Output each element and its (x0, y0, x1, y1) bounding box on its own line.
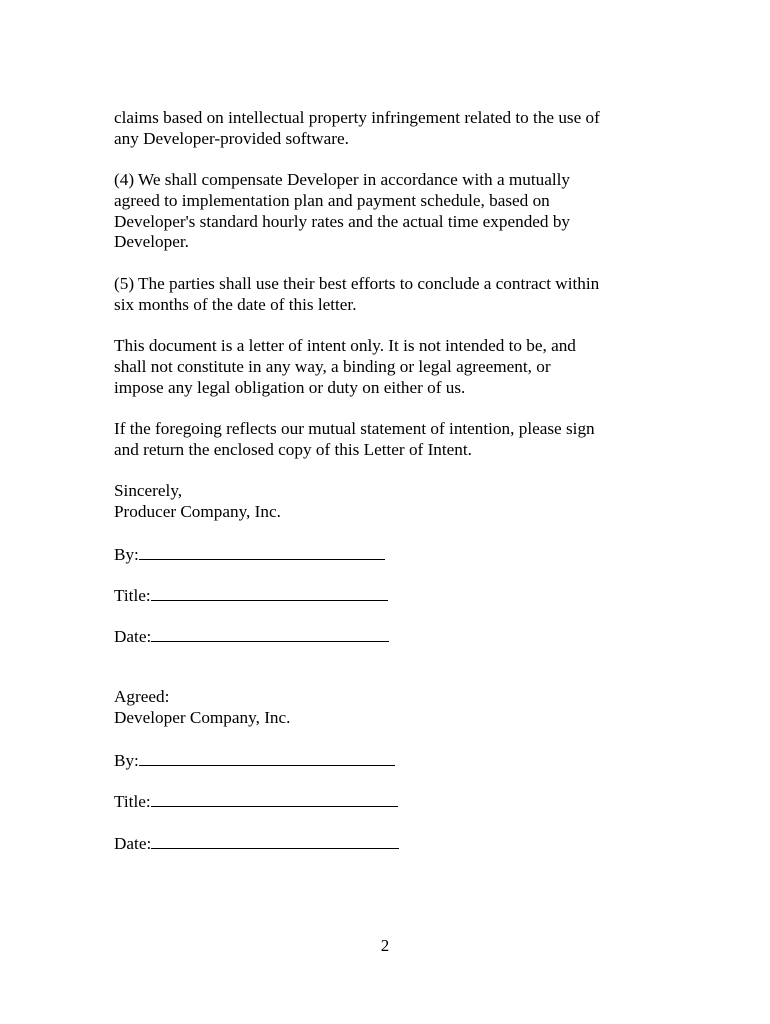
date-label: Date: (114, 627, 152, 646)
developer-title-signature-line[interactable] (151, 790, 398, 807)
paragraph-line: (4) We shall compensate Developer in accordance with a mutually (114, 170, 570, 189)
producer-signature-block (114, 481, 281, 523)
page-number: 2 (380, 936, 390, 955)
title-label: Title: (114, 792, 151, 811)
producer-date-field (114, 625, 389, 647)
closing-text: Sincerely, (114, 481, 183, 500)
paragraph-line: claims based on intellectual property infringement related to the use of (114, 108, 600, 127)
developer-date-signature-line[interactable] (151, 832, 399, 849)
producer-title-field (114, 584, 388, 606)
paragraph-foregoing (114, 419, 595, 461)
developer-title-field (114, 790, 398, 812)
paragraph-line: Developer's standard hourly rates and the actual time expended by (114, 211, 571, 231)
paragraph-line: six months of the date of this letter. (114, 294, 357, 314)
paragraph-line: agreed to implementation plan and payment schedule, based on (114, 190, 550, 210)
paragraph-line: shall not constitute in any way, a binding or legal agreement, or (114, 356, 551, 376)
by-label: By: (114, 751, 139, 770)
developer-signature-block (114, 687, 290, 729)
producer-company-name: Producer Company, Inc. (114, 501, 281, 521)
date-label: Date: (114, 834, 152, 853)
producer-by-field (114, 543, 385, 565)
paragraph-contract (114, 274, 599, 316)
paragraph-claims (114, 108, 600, 150)
paragraph-line: If the foregoing reflects our mutual statement of intention, please sign (114, 419, 595, 438)
agreed-text: Agreed: (114, 687, 170, 706)
paragraph-line: impose any legal obligation or duty on either of us. (114, 377, 466, 397)
paragraph-intent (114, 336, 576, 398)
producer-by-signature-line[interactable] (139, 543, 385, 560)
by-label: By: (114, 545, 139, 564)
developer-by-signature-line[interactable] (139, 749, 395, 766)
developer-by-field (114, 749, 395, 771)
paragraph-line: This document is a letter of intent only. It is not intended to be, and (114, 336, 576, 355)
producer-title-signature-line[interactable] (151, 584, 388, 601)
producer-date-signature-line[interactable] (151, 625, 389, 642)
developer-date-field (114, 832, 399, 854)
paragraph-compensation (114, 170, 570, 253)
developer-company-name: Developer Company, Inc. (114, 707, 291, 727)
paragraph-line: any Developer-provided software. (114, 128, 349, 148)
paragraph-line: Developer. (114, 232, 189, 252)
paragraph-line: (5) The parties shall use their best efforts to conclude a contract within (114, 274, 600, 293)
paragraph-line: and return the enclosed copy of this Letter of Intent. (114, 439, 472, 459)
title-label: Title: (114, 586, 151, 605)
